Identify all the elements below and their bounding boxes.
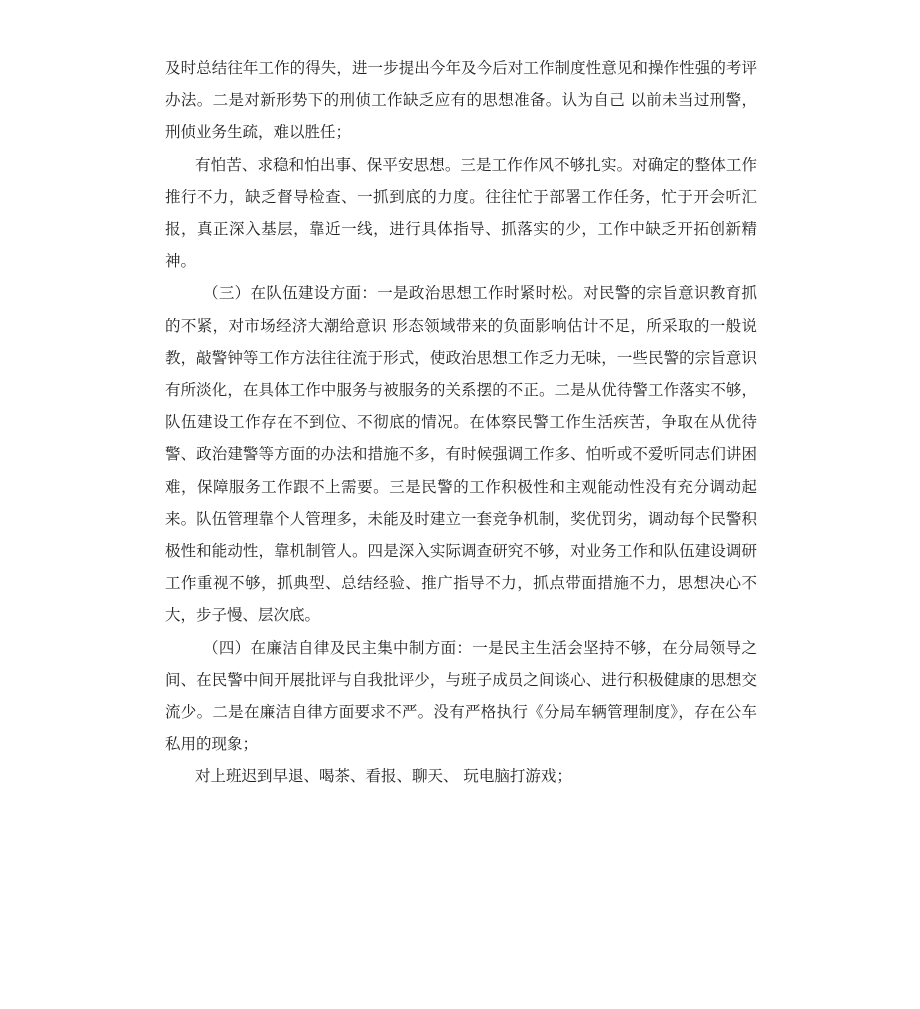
document-body [165, 52, 757, 793]
paragraph-1: 及时总结往年工作的得失，进一步提出今年及今后对工作制度性意见和操作性强的考评办法。二是对新形势下的刑侦工作缺乏应有的思想准备。认为自己 以前未当过刑警，刑侦业务生疏，难以胜任； [165, 59, 757, 142]
paragraph-2: 有怕苦、求稳和怕出事、保平安思想。三是工作作风不够扎实。对确定的整体工作推行不力，缺乏督导检查、一抓到底的力度。往往忙于部署工作任务，忙于开会听汇报，真正深入基层，靠近一线，进行具体指导、抓落实的少，工作中缺乏开拓创新精神。 [165, 155, 757, 271]
paragraph-4: （四）在廉洁自律及民主集中制方面：一是民主生活会坚持不够，在分局领导之间、在民警中间开展批评与自我批评少，与班子成员之间谈心、进行积极健康的思想交流少。二是在廉洁自律方面要求不严。没有严格执行《分局车辆管理制度》，存在公车私用的现象； [165, 638, 757, 754]
paragraph-3: （三）在队伍建设方面：一是政治思想工作时紧时松。对民警的宗旨意识教育抓的不紧，对市场经济大潮给意识 形态领域带来的负面影响估计不足，所采取的一般说教，敲警钟等工作方法往往流于形式，使政治思想工作乏力无味，一些民警的宗旨意识有所淡化，在具体工作中服务与被服务的关系摆的不正。二是从优待警工作落实不够，队伍建设工作存在不到位、不彻底的情况。在体察民警工作生活疾苦，争取在从优待警、政治建警等方面的办法和措施不多，有时候强调工作多、怕听或不爱听同志们讲困难，保障服务工作跟不上需要。三是民警的工作积极性和主观能动性没有充分调动起来。队伍管理靠个人管理多，未能及时建立一套竞争机制，奖优罚劣，调动每个民警积极性和能动性，靠机制管人。四是深入实际调查研究不够，对业务工作和队伍建设调研工作重视不够，抓典型、总结经验、推广指导不力，抓点带面措施不力，思想决心不大，步子慢、层次底。 [165, 284, 757, 625]
paragraph-5: 对上班迟到早退、喝茶、看报、聊天、 玩电脑打游戏； [195, 767, 572, 786]
